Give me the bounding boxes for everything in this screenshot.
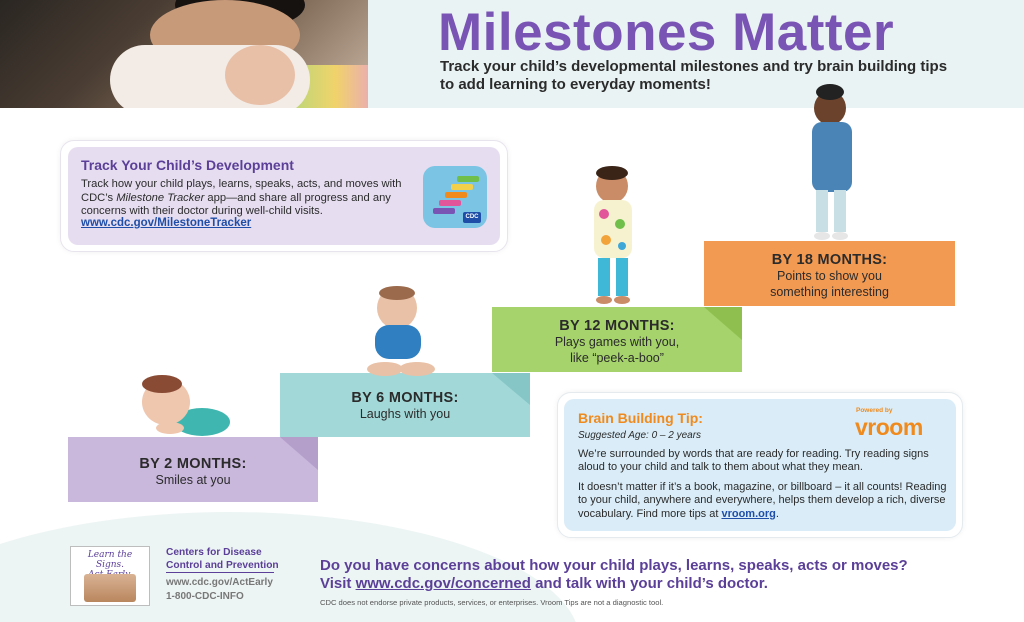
step-2-months (68, 456, 318, 488)
cdc-divider (166, 572, 274, 573)
step-18-months-text-1: Points to show you (777, 269, 882, 283)
step-6-months-text: Laughs with you (359, 407, 451, 421)
concerned-link[interactable]: www.cdc.gov/concerned (355, 575, 531, 592)
step-18-months-text-2: something interesting (770, 285, 889, 299)
cdc-name-line-2: Control and Prevention (166, 560, 279, 571)
step-6-months (280, 390, 530, 422)
baby-2-months-photo (130, 372, 230, 440)
cdc-badge: CDC (463, 212, 481, 223)
brain-tip-paragraph-2 (578, 481, 950, 521)
baby-6-months-photo (355, 285, 445, 380)
track-body-text-1: Track how your child plays, learns, speaks, acts, and moves with CDC’s (81, 178, 402, 204)
brain-tip-paragraph-1: We’re surrounded by words that are ready for reading. Try reading signs aloud to your child and talk to them about what they mean. (578, 448, 929, 474)
page-title: Milestones Matter (438, 3, 895, 62)
badge-line-1: Learn the Signs. (87, 550, 133, 570)
concern-visit-text: Visit (320, 575, 356, 592)
baby-12-months-photo (570, 166, 650, 308)
track-body-text-2: app—and share all progress and any concerns with their doctor during well-child visits. (81, 191, 391, 217)
step-12-months (492, 318, 742, 366)
brain-tip-paragraph-2-text: It doesn’t matter if it’s a book, magazine, or billboard – it all counts! Reading to your child, anywhere and everywhere, helps them develop a rich, diverse vocabulary. Find more tips at (578, 481, 947, 520)
vroom-link[interactable]: vroom.org (721, 507, 776, 520)
step-2-months-heading: BY 2 MONTHS: (139, 456, 247, 472)
brain-tip-period: . (775, 507, 779, 520)
disclaimer: CDC does not endorse private products, services, or enterprises. Vroom Tips are not a diagnostic tool. (320, 598, 664, 607)
concern-question: Do you have concerns about how your child plays, learns, speaks, acts or moves? (320, 557, 908, 574)
cdc-name-line-1: Centers for Disease (166, 547, 262, 558)
track-card-title: Track Your Child’s Development (81, 157, 294, 173)
step-6-months-heading: BY 6 MONTHS: (351, 390, 459, 406)
step-18-months-heading: BY 18 MONTHS: (771, 252, 888, 268)
page-subtitle: Track your child’s developmental milestones and try brain building tips to add learning to everyday moments! (440, 58, 948, 93)
step-12-months-text-2: like “peek-a-boo” (570, 351, 664, 365)
step-18-months (704, 252, 955, 300)
milestone-tracker-link[interactable]: www.cdc.gov/MilestoneTracker (81, 217, 252, 229)
act-early-url[interactable]: www.cdc.gov/ActEarly (166, 577, 273, 588)
track-app-name: Milestone Tracker (116, 191, 205, 204)
step-12-months-heading: BY 12 MONTHS: (559, 318, 675, 334)
powered-by-label: Powered by (856, 407, 893, 414)
badge-baby-photo (84, 574, 136, 602)
brain-tip-age: Suggested Age: 0 – 2 years (578, 430, 702, 441)
concern-visit (320, 575, 768, 592)
baby-18-months-photo (800, 84, 870, 244)
concern-tail-text: and talk with your child’s doctor. (530, 575, 768, 592)
step-2-months-text: Smiles at you (155, 473, 231, 487)
step-12-months-text-1: Plays games with you, (554, 335, 680, 349)
cdc-phone: 1-800-CDC-INFO (166, 591, 244, 602)
brain-tip-title: Brain Building Tip: (578, 410, 703, 426)
vroom-logo: vroom (855, 414, 923, 440)
